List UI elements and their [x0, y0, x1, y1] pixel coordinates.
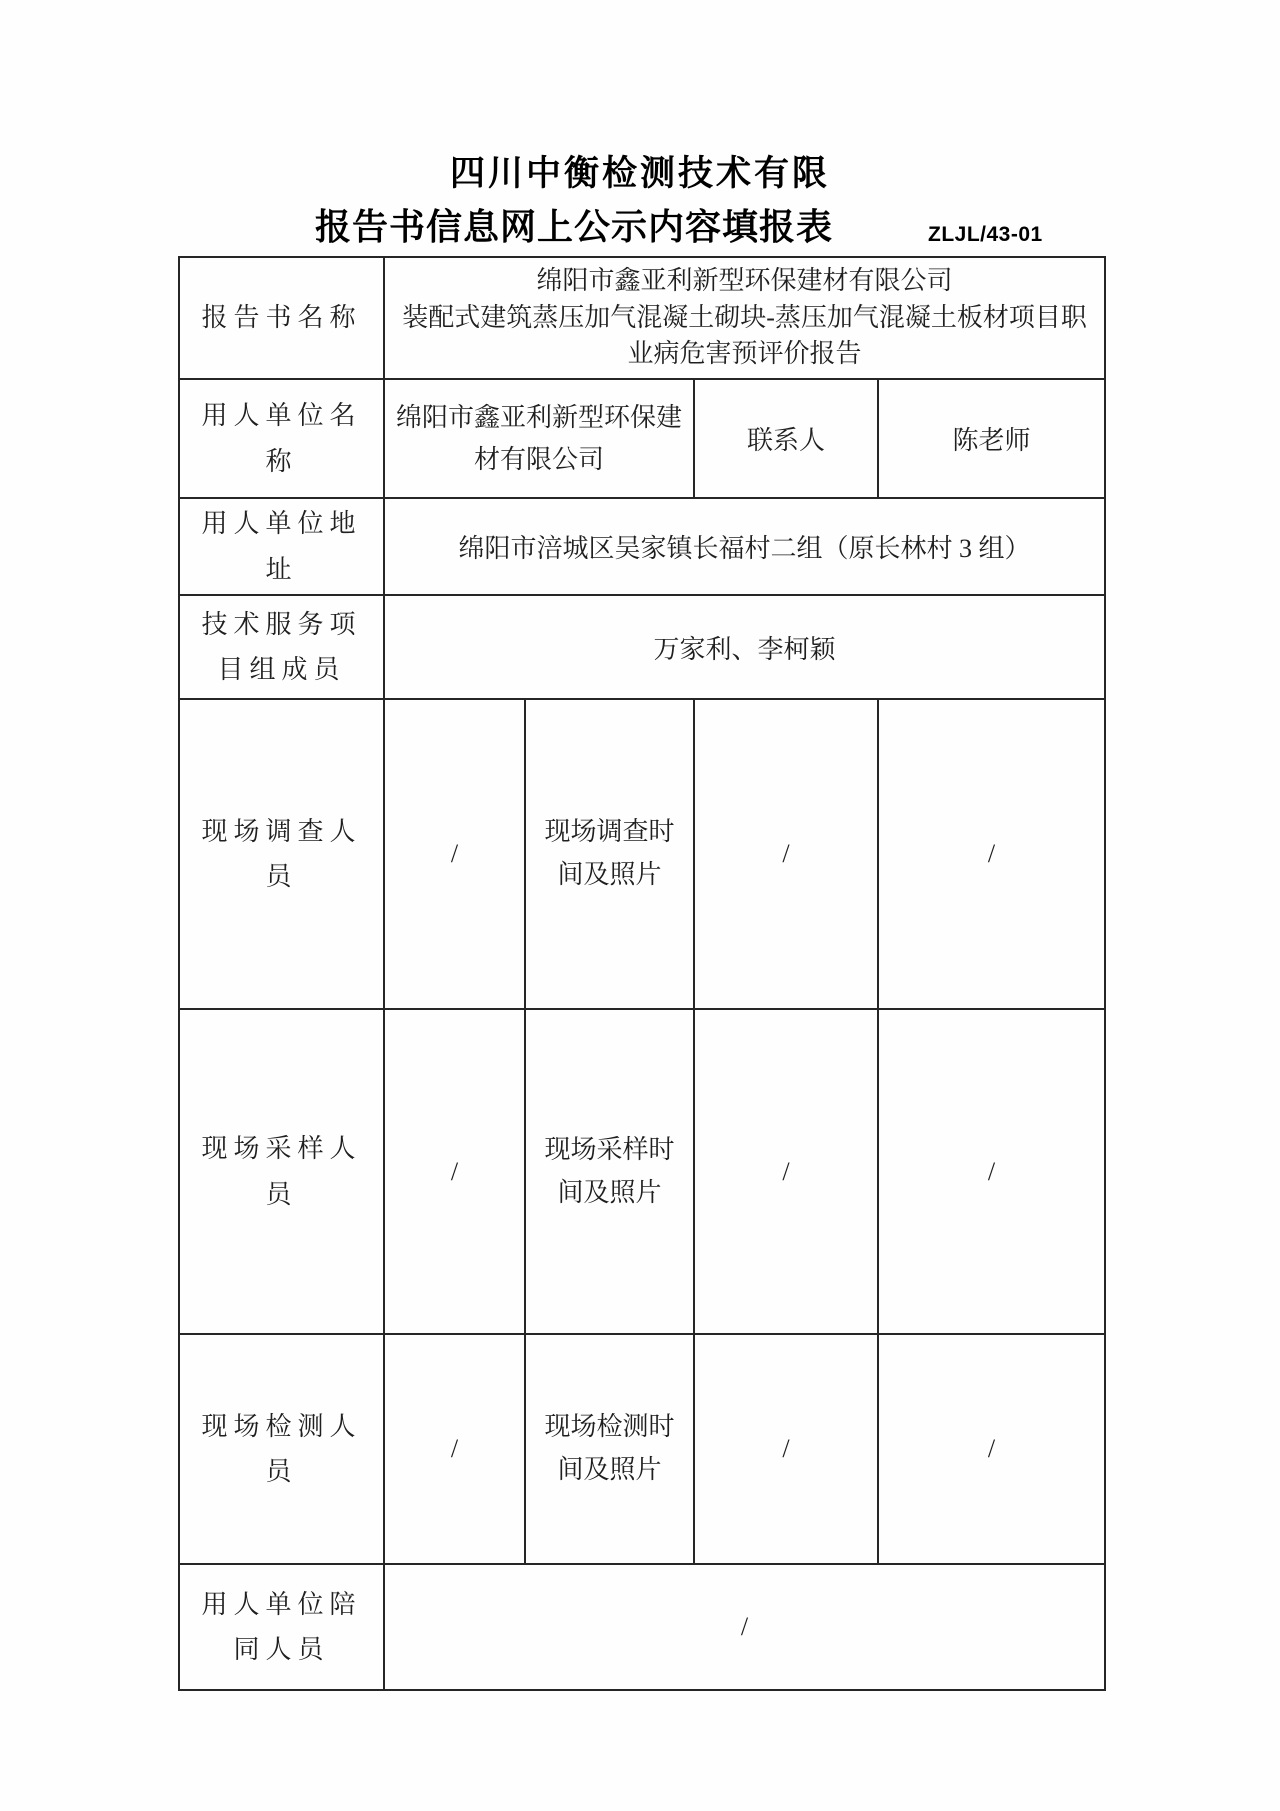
employer-name-value: 绵阳市鑫亚利新型环保建材有限公司	[384, 379, 694, 498]
row-site-survey	[179, 699, 1105, 1009]
employer-address-label: 用人单位地址	[179, 498, 384, 595]
report-name-value-line2: 装配式建筑蒸压加气混凝土砌块-蒸压加气混凝土板材项目职业病危害预评价报告	[402, 302, 1087, 369]
team-members-label: 技术服务项目组成员	[179, 595, 384, 699]
site-testing-personnel: /	[384, 1334, 525, 1564]
site-survey-label: 现场调查人员	[179, 699, 384, 1009]
row-report-name	[179, 257, 1105, 379]
site-sampling-time-value2: /	[878, 1009, 1105, 1334]
site-testing-label: 现场检测人员	[179, 1334, 384, 1564]
employer-address-value: 绵阳市涪城区吴家镇长福村二组（原长林村 3 组）	[384, 498, 1105, 595]
employer-escort-label: 用人单位陪同人员	[179, 1564, 384, 1690]
row-team-members	[179, 595, 1105, 699]
site-survey-personnel: /	[384, 699, 525, 1009]
contact-label: 联系人	[694, 379, 878, 498]
form-code: ZLJL/43-01	[928, 223, 1043, 246]
site-sampling-personnel: /	[384, 1009, 525, 1334]
row-site-testing	[179, 1334, 1105, 1564]
contact-value: 陈老师	[878, 379, 1105, 498]
row-site-sampling	[179, 1009, 1105, 1334]
site-survey-time-value1: /	[694, 699, 878, 1009]
document-title-line2: 报告书信息网上公示内容填报表	[315, 206, 834, 247]
site-sampling-time-label: 现场采样时间及照片	[525, 1009, 694, 1334]
site-testing-time-label: 现场检测时间及照片	[525, 1334, 694, 1564]
site-testing-time-value2: /	[878, 1334, 1105, 1564]
site-survey-time-value2: /	[878, 699, 1105, 1009]
report-name-value	[384, 257, 1105, 379]
site-survey-time-label: 现场调查时间及照片	[525, 699, 694, 1009]
document-title-line1: 四川中衡检测技术有限	[449, 154, 830, 193]
report-info-table	[178, 256, 1106, 1691]
site-sampling-time-value1: /	[694, 1009, 878, 1334]
row-employer-name	[179, 379, 1105, 498]
team-members-value: 万家利、李柯颖	[384, 595, 1105, 699]
report-name-label: 报告书名称	[179, 257, 384, 379]
employer-name-label: 用人单位名称	[179, 379, 384, 498]
site-sampling-label: 现场采样人员	[179, 1009, 384, 1334]
row-employer-address	[179, 498, 1105, 595]
employer-escort-value: /	[384, 1564, 1105, 1690]
site-testing-time-value1: /	[694, 1334, 878, 1564]
row-employer-escort	[179, 1564, 1105, 1690]
report-name-value-line1: 绵阳市鑫亚利新型环保建材有限公司	[536, 266, 953, 296]
